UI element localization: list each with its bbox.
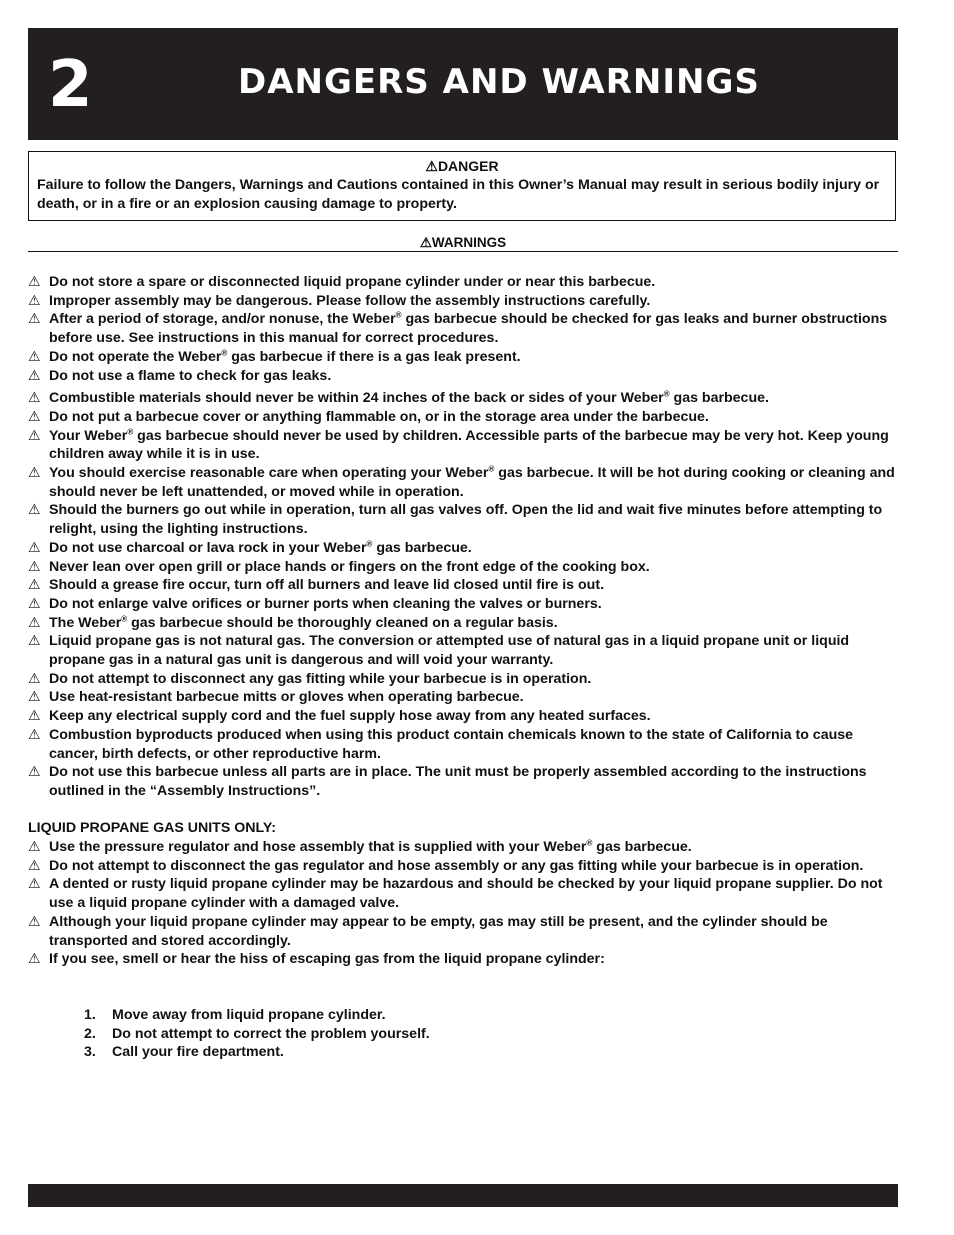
warning-triangle-icon: ⚠: [425, 158, 438, 174]
warning-item: [28, 576, 898, 595]
warning-item: [28, 614, 898, 633]
warning-triangle-icon: ⚠: [28, 311, 41, 328]
warnings-heading-text: WARNINGS: [431, 235, 507, 250]
warning-triangle-icon: ⚠: [28, 390, 41, 407]
warning-item: [28, 464, 898, 501]
warning-triangle-icon: ⚠: [28, 913, 41, 930]
danger-text: Failure to follow the Dangers, Warnings and Cautions contained in this Owner’s Manual may result in serious bodily injury or death, or in a fire or an explosion causing damage to property.: [37, 177, 880, 212]
warning-item: [28, 875, 898, 912]
warning-item: [28, 726, 898, 763]
warning-item-text: Do not use a flame to check for gas leaks.: [49, 367, 332, 384]
warning-triangle-icon: ⚠: [28, 502, 41, 519]
warnings-list: [28, 273, 898, 801]
warning-triangle-icon: ⚠: [28, 408, 41, 425]
page-title: DANGERS AND WARNINGS: [238, 62, 760, 102]
warning-item-text: Do not store a spare or disconnected liquid propane cylinder under or near this barbecue.: [49, 274, 656, 290]
warning-item: [28, 950, 898, 969]
danger-heading: [37, 158, 887, 174]
warning-item-text: Do not use charcoal or lava rock in your Weber® gas barbecue.: [49, 539, 472, 556]
warning-item: [28, 913, 898, 950]
warning-triangle-icon: ⚠: [28, 292, 41, 309]
step-number: 2.: [84, 1025, 96, 1042]
warning-item-text: Should the burners go out while in operation, turn all gas valves off. Open the lid and wait five minutes before attempting to relight, using the lighting instructions.: [49, 502, 883, 538]
warning-item: [28, 632, 898, 669]
danger-heading-text: DANGER: [437, 158, 499, 174]
warning-item-text: Do not attempt to disconnect the gas regulator and hose assembly or any gas fitting while your barbecue is in operation.: [49, 857, 864, 874]
warning-item: [28, 389, 898, 408]
chapter-header: [28, 28, 898, 140]
warning-item-text: Do not attempt to disconnect any gas fitting while your barbecue is in operation.: [49, 670, 592, 687]
warning-item: [28, 427, 898, 464]
warning-item-text: Improper assembly may be dangerous. Please follow the assembly instructions carefully.: [49, 292, 651, 309]
warning-item: [28, 539, 898, 558]
warning-item-text: You should exercise reasonable care when operating your Weber® gas barbecue. It will be hot during cooking or cleaning and should never be left unattended, or moved while in operation.: [49, 464, 895, 500]
warning-triangle-icon: ⚠: [28, 465, 41, 482]
warning-item-text: Use the pressure regulator and hose assembly that is supplied with your Weber® gas barbecue.: [49, 838, 692, 855]
warning-item-text: Should a grease fire occur, turn off all burners and leave lid closed until fire is out.: [49, 577, 605, 594]
step-text: Move away from liquid propane cylinder.: [112, 1007, 386, 1023]
warning-item-text: After a period of storage, and/or nonuse, the Weber® gas barbecue should be checked for gas leaks and burner obstructions before use. See instructions in this manual for correct procedures.: [49, 310, 888, 347]
warning-item: [28, 595, 898, 614]
warning-triangle-icon: ⚠: [28, 427, 41, 444]
step-item: [84, 1025, 430, 1044]
warning-item-text: A dented or rusty liquid propane cylinder may be hazardous and should be checked by your liquid propane supplier. Do not use a liquid propane cylinder with a damaged valve.: [49, 876, 883, 912]
lp-units-heading: LIQUID PROPANE GAS UNITS ONLY:: [28, 820, 277, 836]
warning-triangle-icon: ⚠: [28, 726, 41, 743]
warning-item-text: Use heat-resistant barbecue mitts or gloves when operating barbecue.: [49, 689, 524, 706]
warning-triangle-icon: ⚠: [419, 235, 432, 250]
warning-item-text: Liquid propane gas is not natural gas. The conversion or attempted use of natural gas in a liquid propane unit or liquid propane gas in a natural gas unit is dangerous and will void your warranty.: [49, 633, 850, 669]
warning-item: [28, 763, 898, 800]
step-text: Do not attempt to correct the problem yourself.: [112, 1025, 430, 1042]
warning-item-text: Do not operate the Weber® gas barbecue if there is a gas leak present.: [49, 348, 521, 365]
step-item: [84, 1043, 430, 1062]
step-number: 1.: [84, 1007, 96, 1023]
step-item: [84, 1006, 430, 1025]
warning-item: [28, 688, 898, 707]
warning-item-text: Your Weber® gas barbecue should never be used by children. Accessible parts of the barbecue may be very hot. Keep young children away while it is in use.: [49, 426, 889, 463]
warning-triangle-icon: ⚠: [28, 857, 41, 874]
warning-item: [28, 857, 898, 876]
warning-triangle-icon: ⚠: [28, 595, 41, 612]
step-text: Call your fire department.: [112, 1044, 284, 1061]
warning-item-text: If you see, smell or hear the hiss of escaping gas from the liquid propane cylinder:: [49, 951, 605, 968]
warning-triangle-icon: ⚠: [28, 633, 41, 650]
lp-units-list: [28, 838, 898, 969]
emergency-steps: [84, 1006, 430, 1062]
warning-item-text: Do not use this barbecue unless all parts are in place. The unit must be properly assembled according to the instructions outlined in the “Assembly Instructions”.: [49, 764, 867, 799]
danger-box: [28, 151, 896, 221]
warning-triangle-icon: ⚠: [28, 274, 41, 290]
warning-triangle-icon: ⚠: [28, 558, 41, 575]
warning-triangle-icon: ⚠: [28, 708, 41, 725]
warning-item: [28, 670, 898, 689]
warning-item-text: The Weber® gas barbecue should be thoroughly cleaned on a regular basis.: [49, 613, 558, 631]
warning-triangle-icon: ⚠: [28, 670, 41, 687]
step-number: 3.: [84, 1044, 96, 1061]
warning-triangle-icon: ⚠: [28, 839, 41, 855]
warning-item-text: Although your liquid propane cylinder may appear to be empty, gas may still be present, and the cylinder should be transported and stored accordingly.: [49, 913, 828, 949]
warning-item: [28, 707, 898, 726]
warning-item-text: Do not put a barbecue cover or anything flammable on, or in the storage area under the barbecue.: [49, 408, 709, 425]
warning-triangle-icon: ⚠: [28, 689, 41, 706]
warning-item-text: Do not enlarge valve orifices or burner ports when cleaning the valves or burners.: [49, 595, 602, 612]
warning-item: [28, 501, 898, 538]
warning-item-text: Combustion byproducts produced when using this product contain chemicals known to the state of California to cause cancer, birth defects, or other reproductive harm.: [49, 726, 854, 762]
warning-triangle-icon: ⚠: [28, 577, 41, 594]
warning-triangle-icon: ⚠: [28, 539, 41, 556]
warning-item: [28, 408, 898, 427]
warning-item: [28, 558, 898, 577]
warning-triangle-icon: ⚠: [28, 951, 41, 968]
warning-triangle-icon: ⚠: [28, 367, 41, 384]
chapter-number: 2: [48, 48, 93, 122]
warning-item-text: Combustible materials should never be within 24 inches of the back or sides of your Weber® gas barbecue.: [49, 389, 769, 407]
warnings-heading: [28, 235, 898, 252]
warning-item: [28, 310, 898, 347]
warning-item: [28, 367, 898, 386]
footer-bar: [28, 1184, 898, 1207]
warning-triangle-icon: ⚠: [28, 764, 41, 781]
warning-item: [28, 348, 898, 367]
warning-item-text: Never lean over open grill or place hands or fingers on the front edge of the cooking box.: [49, 558, 650, 575]
warning-item: [28, 273, 898, 292]
warning-triangle-icon: ⚠: [28, 876, 41, 893]
warning-triangle-icon: ⚠: [28, 614, 41, 631]
warning-item: [28, 838, 898, 857]
warning-item-text: Keep any electrical supply cord and the fuel supply hose away from any heated surfaces.: [49, 708, 651, 725]
warning-triangle-icon: ⚠: [28, 348, 41, 365]
warning-item: [28, 292, 898, 311]
